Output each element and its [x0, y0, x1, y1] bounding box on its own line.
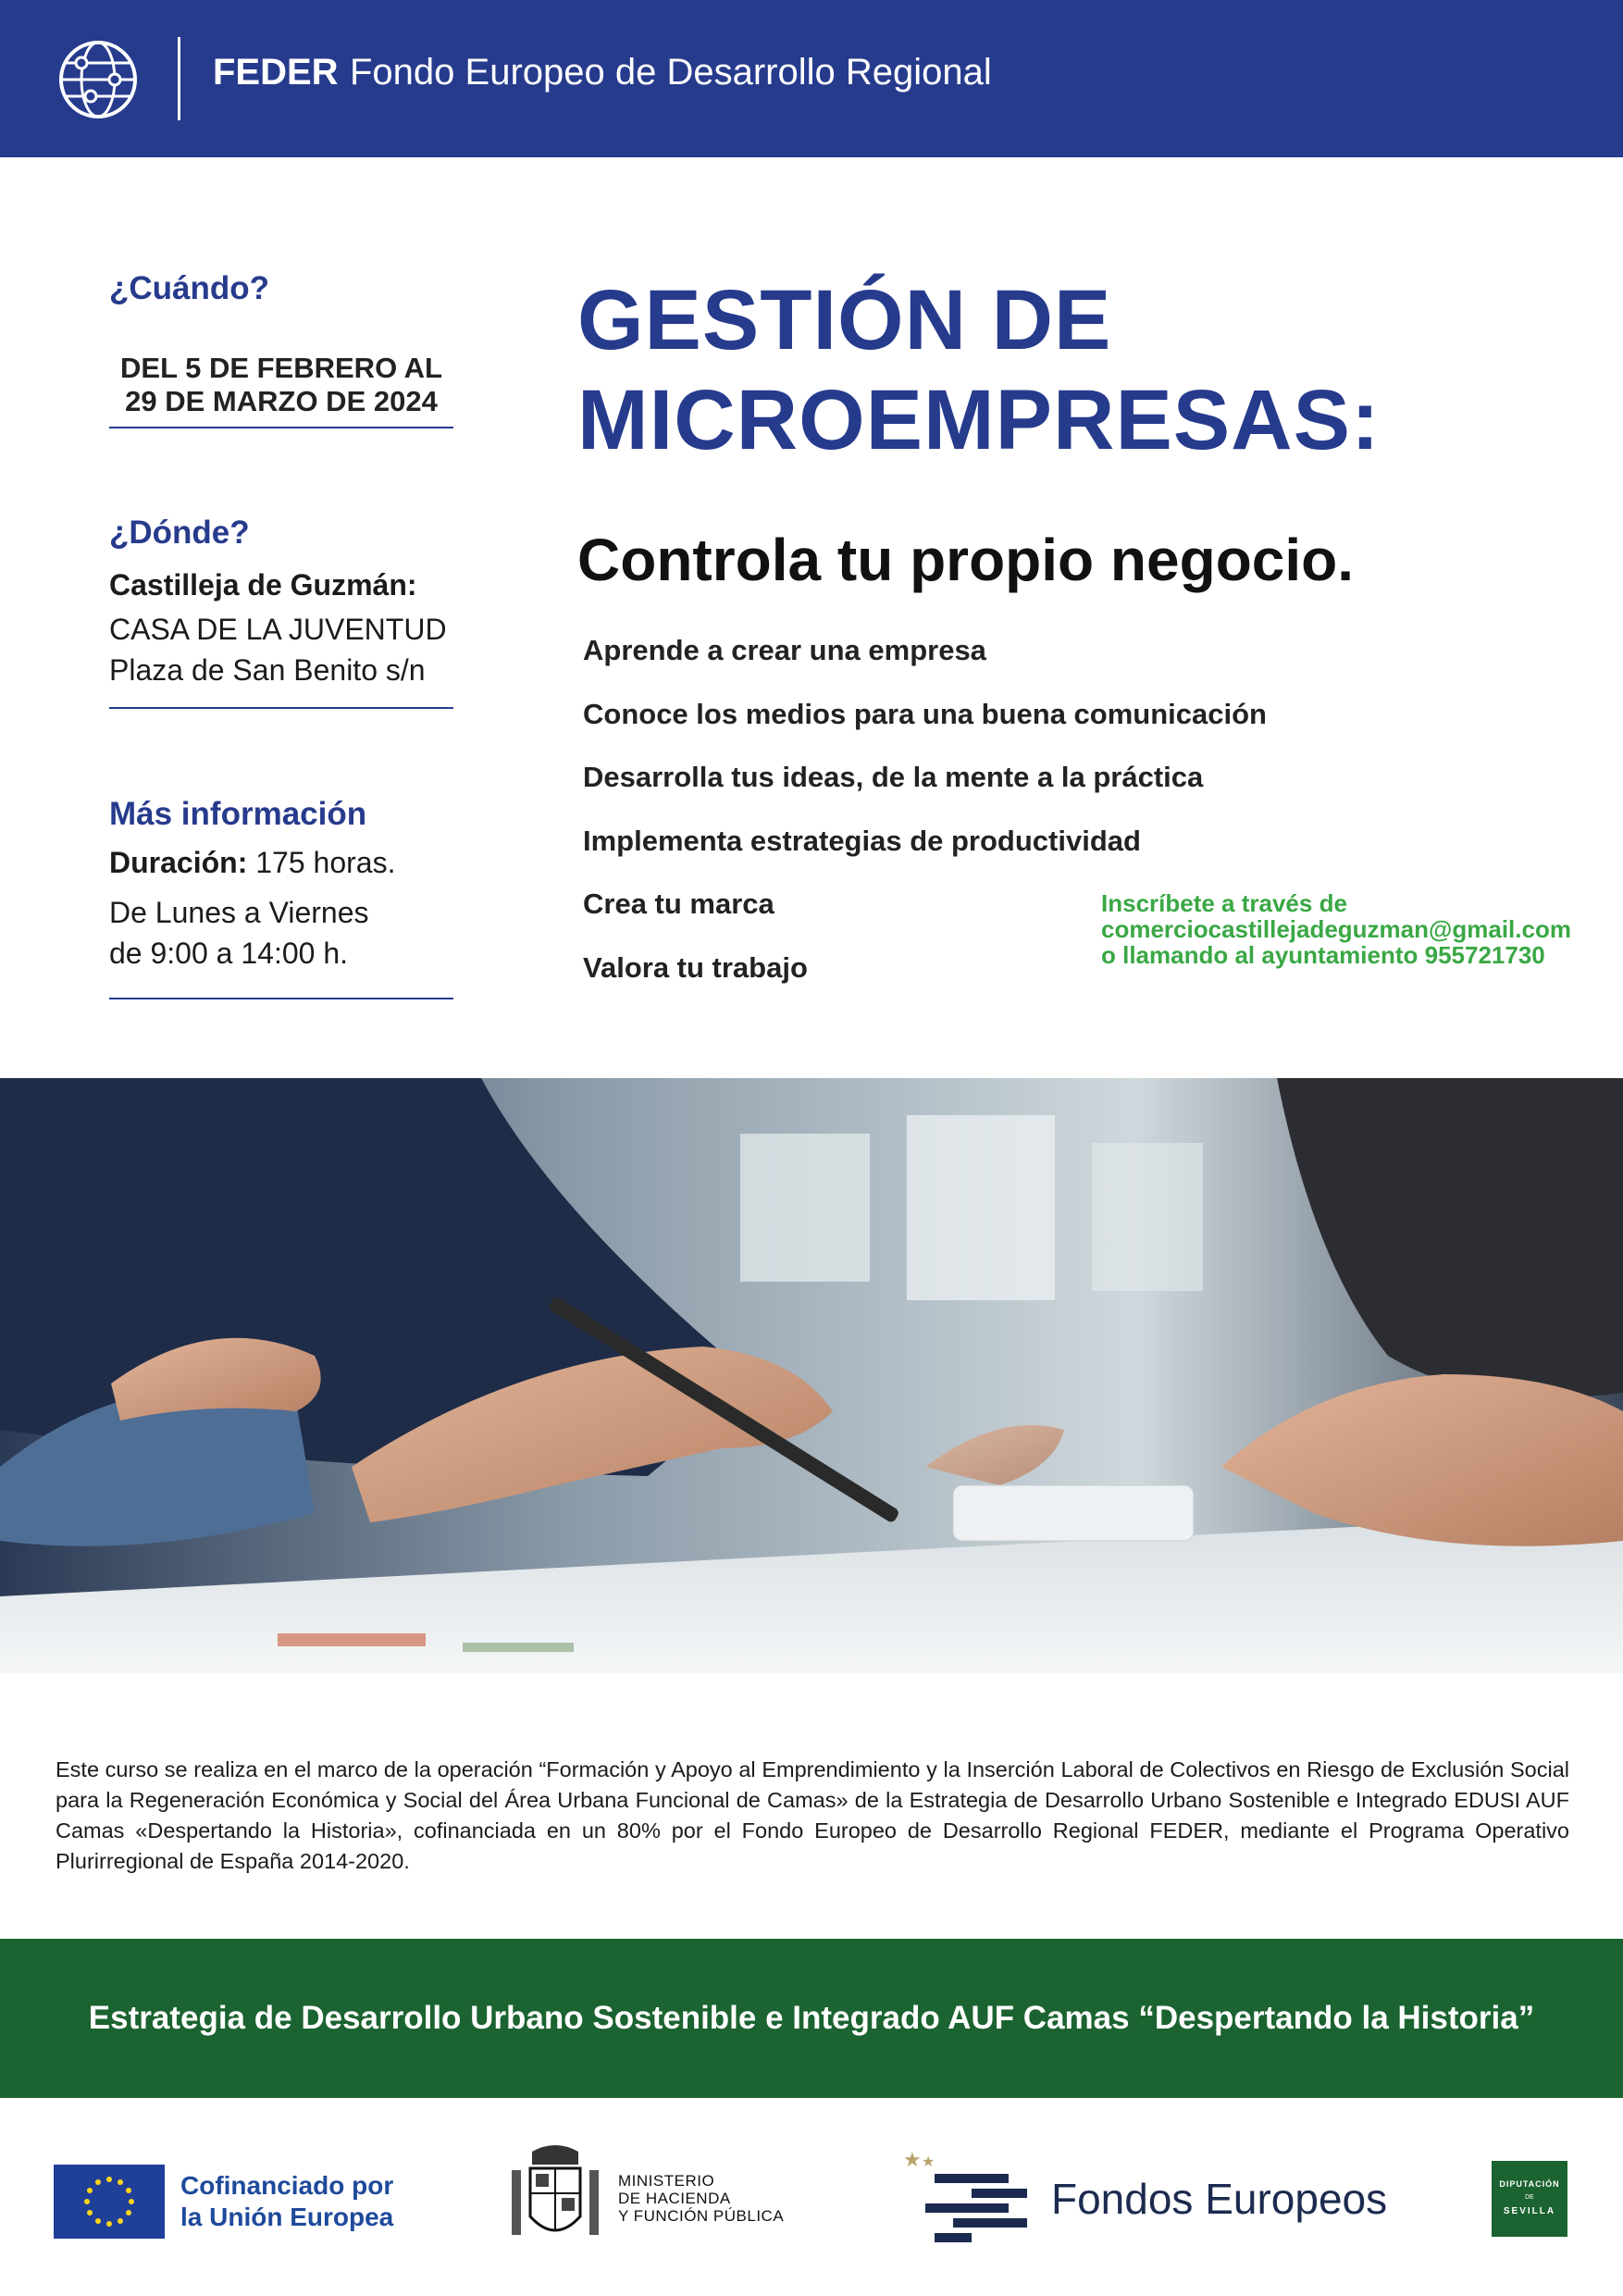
- business-meeting-photo: [0, 1078, 1623, 1673]
- eu-line-1: Cofinanciado por: [180, 2171, 394, 2200]
- course-dates: [109, 352, 453, 418]
- ministry-label: [618, 2172, 784, 2225]
- footer-logos: [0, 2098, 1623, 2296]
- location-address: Plaza de San Benito s/n: [109, 653, 426, 687]
- ministry-line-3: Y FUNCIÓN PÚBLICA: [618, 2207, 785, 2225]
- where-divider: [109, 707, 453, 709]
- course-subtitle: Controla tu propio negocio.: [577, 527, 1355, 593]
- diputacion-line-2: DE: [1525, 2194, 1534, 2201]
- topic-item: Desarrolla tus ideas, de la mente a la práctica: [583, 761, 1204, 793]
- signup-line-1: Inscríbete a través de: [1101, 889, 1347, 917]
- spain-coat-of-arms-icon: [504, 2142, 606, 2253]
- ministry-line-2: DE HACIENDA: [618, 2190, 731, 2207]
- info-divider: [109, 998, 453, 999]
- duration-line: [109, 842, 395, 883]
- topic-item: Aprende a crear una empresa: [583, 634, 986, 666]
- location-block: [109, 565, 447, 690]
- location-town: Castilleja de Guzmán:: [109, 568, 417, 602]
- when-divider: [109, 427, 453, 428]
- location-venue: CASA DE LA JUVENTUD: [109, 613, 447, 646]
- strategy-banner: [0, 1939, 1623, 2098]
- duration-label: Duración:: [109, 846, 248, 879]
- header-divider: [178, 37, 180, 120]
- feder-header: [0, 0, 1623, 157]
- ministry-line-1: MINISTERIO: [618, 2172, 715, 2190]
- diputacion-sevilla-logo: [1492, 2161, 1567, 2237]
- signup-info: [1101, 890, 1571, 968]
- info-title: Más información: [109, 796, 367, 832]
- signup-phone-line: o llamando al ayuntamiento 955721730: [1101, 941, 1545, 969]
- duration-value: 175 horas.: [247, 846, 396, 879]
- eu-cofunded-label: [180, 2170, 393, 2233]
- eu-line-2: la Unión Europea: [180, 2203, 394, 2231]
- topic-item: Conoce los medios para una buena comunicación: [583, 697, 1267, 730]
- where-title: ¿Dónde?: [109, 515, 250, 551]
- fondos-europeos-label: Fondos Europeos: [1051, 2175, 1388, 2223]
- dates-line-2: 29 DE MARZO DE 2024: [125, 385, 438, 417]
- course-title-line-1: GESTIÓN DE: [577, 273, 1112, 367]
- svg-text:★: ★: [903, 2149, 922, 2172]
- topic-item: Implementa estrategias de productividad: [583, 824, 1141, 857]
- funding-disclaimer: Este curso se realiza en el marco de la operación “Formación y Apoyo al Emprendimiento y la Inserción Laboral de Colectivos en Riesgo de Exclusión Social para la Regeneración Económica y Social del Área Urbana Funcional de Camas» de la Estrategia de Desarrollo Urbano Sostenible e Integrado EDUSI AUF Camas «Despertando la Historia», cofinanciada en un 80% por el Fondo Europeo de Desarrollo Regional FEDER, mediante el Programa Operativo Plurirregional de España 2014-2020.: [56, 1757, 1569, 1873]
- topic-item: Valora tu trabajo: [583, 950, 808, 984]
- fondos-europeos-mark-icon: [898, 2146, 1036, 2248]
- strategy-banner-text: Estrategia de Desarrollo Urbano Sostenible e Integrado AUF Camas “Despertando la Historia”: [88, 2000, 1535, 2036]
- dates-line-1: DEL 5 DE FEBRERO AL: [120, 352, 442, 384]
- topic-item: Crea tu marca: [583, 887, 774, 920]
- feder-full-name: Fondo Europeo de Desarrollo Regional: [350, 52, 992, 93]
- when-title: ¿Cuándo?: [109, 270, 270, 306]
- hands-with-pen-illustration: [0, 1078, 1623, 1673]
- eu-flag-icon: [54, 2165, 165, 2239]
- course-title-line-2: MICROEMPRESAS:: [577, 373, 1381, 467]
- course-title: [577, 270, 1381, 470]
- diputacion-line-3: SEVILLA: [1503, 2206, 1556, 2216]
- svg-text:★: ★: [922, 2153, 935, 2170]
- schedule-hours: de 9:00 a 14:00 h.: [109, 937, 348, 970]
- feder-acronym: FEDER: [213, 52, 339, 93]
- globe-network-icon: [54, 35, 142, 124]
- info-block: [109, 842, 395, 974]
- schedule-days: De Lunes a Viernes: [109, 896, 369, 929]
- diputacion-line-1: DIPUTACIÓN: [1499, 2179, 1560, 2189]
- signup-email-link[interactable]: comerciocastillejadeguzman@gmail.com: [1101, 915, 1571, 943]
